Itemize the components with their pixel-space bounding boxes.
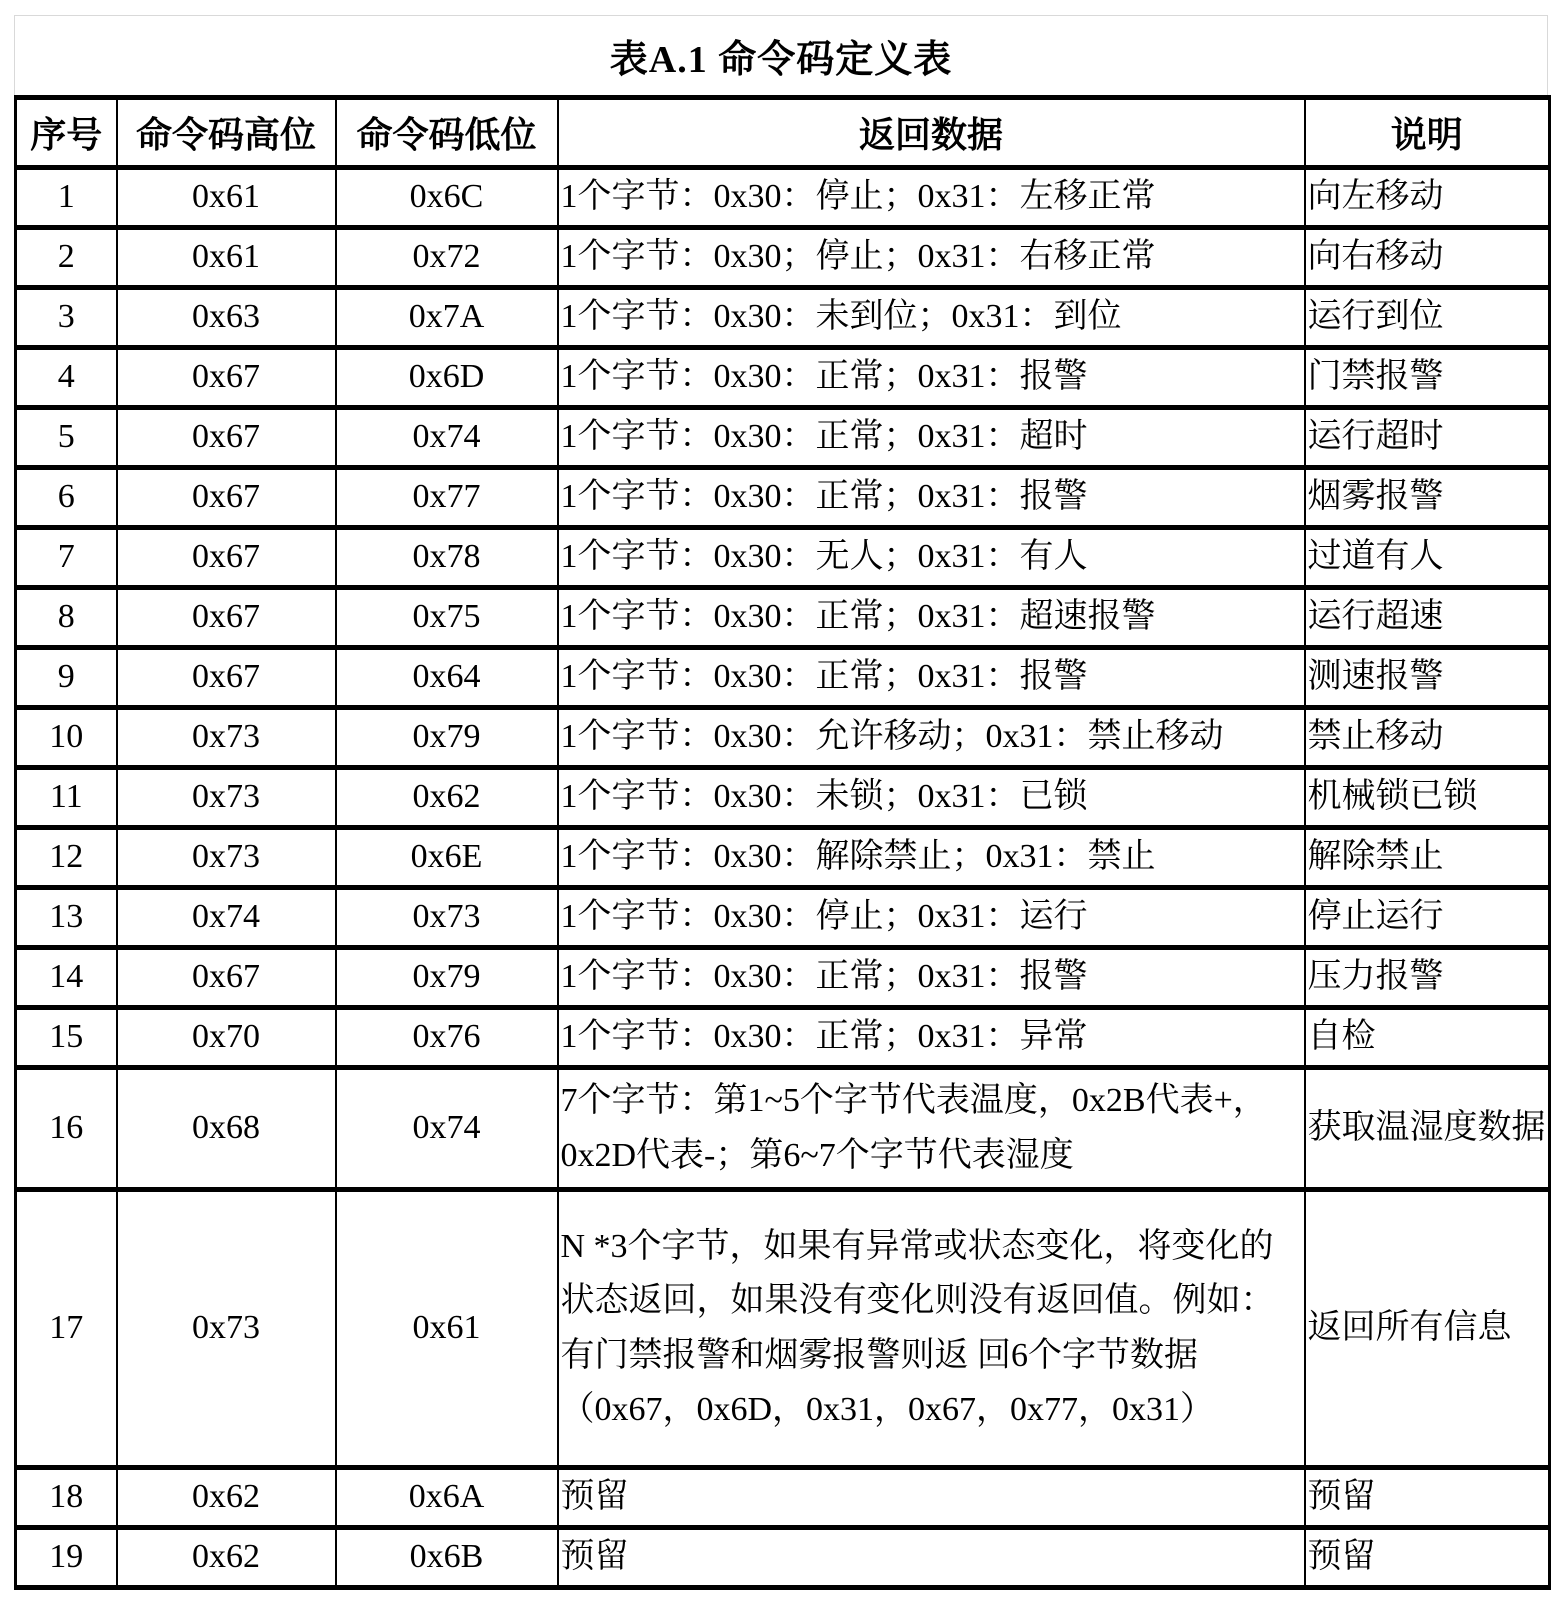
table-row [16, 1008, 1550, 1068]
table-title: 表A.1 命令码定义表 [14, 15, 1548, 95]
cell-desc: 自检 [1305, 1008, 1550, 1068]
cell-no: 12 [16, 828, 117, 888]
cell-desc: 返回所有信息 [1305, 1190, 1550, 1468]
cell-low: 0x7A [336, 288, 558, 348]
cell-desc: 压力报警 [1305, 948, 1550, 1008]
cell-low: 0x64 [336, 648, 558, 708]
cell-low: 0x61 [336, 1190, 558, 1468]
cell-data: 1个字节：0x30：正常；0x31：报警 [558, 948, 1305, 1008]
cell-high: 0x67 [117, 528, 336, 588]
cell-high: 0x67 [117, 468, 336, 528]
cell-data: 1个字节：0x30：正常；0x31：报警 [558, 648, 1305, 708]
cell-desc: 运行到位 [1305, 288, 1550, 348]
table-row [16, 1528, 1550, 1588]
cell-no: 19 [16, 1528, 117, 1588]
cell-desc: 向左移动 [1305, 168, 1550, 228]
table-row [16, 168, 1550, 228]
table-row [16, 888, 1550, 948]
table-row [16, 1068, 1550, 1190]
cell-desc: 解除禁止 [1305, 828, 1550, 888]
cell-low: 0x75 [336, 588, 558, 648]
header-no: 序号 [16, 98, 117, 168]
cell-high: 0x67 [117, 948, 336, 1008]
cell-no: 4 [16, 348, 117, 408]
cell-low: 0x77 [336, 468, 558, 528]
cell-low: 0x79 [336, 948, 558, 1008]
header-high: 命令码高位 [117, 98, 336, 168]
table-header [16, 98, 1550, 168]
cell-data: 1个字节：0x30：正常；0x31：报警 [558, 468, 1305, 528]
cell-low: 0x6C [336, 168, 558, 228]
cell-desc: 向右移动 [1305, 228, 1550, 288]
cell-data: 1个字节：0x30：未到位；0x31：到位 [558, 288, 1305, 348]
cell-desc: 机械锁已锁 [1305, 768, 1550, 828]
cell-high: 0x67 [117, 408, 336, 468]
cell-no: 11 [16, 768, 117, 828]
cell-data: 1个字节：0x30：正常；0x31：超时 [558, 408, 1305, 468]
table-row [16, 348, 1550, 408]
cell-data: 1个字节：0x30：停止；0x31：左移正常 [558, 168, 1305, 228]
cell-data: 预留 [558, 1528, 1305, 1588]
cell-no: 7 [16, 528, 117, 588]
cell-no: 18 [16, 1468, 117, 1528]
cell-high: 0x63 [117, 288, 336, 348]
cell-low: 0x78 [336, 528, 558, 588]
cell-desc: 停止运行 [1305, 888, 1550, 948]
cell-desc: 测速报警 [1305, 648, 1550, 708]
cell-desc: 过道有人 [1305, 528, 1550, 588]
cell-no: 9 [16, 648, 117, 708]
cell-high: 0x74 [117, 888, 336, 948]
cell-low: 0x6A [336, 1468, 558, 1528]
cell-low: 0x76 [336, 1008, 558, 1068]
cell-low: 0x74 [336, 1068, 558, 1190]
cell-desc: 禁止移动 [1305, 708, 1550, 768]
table-row [16, 768, 1550, 828]
cell-high: 0x73 [117, 768, 336, 828]
table-row [16, 288, 1550, 348]
cell-data: 1个字节：0x30；停止；0x31：右移正常 [558, 228, 1305, 288]
cell-no: 17 [16, 1190, 117, 1468]
cell-no: 14 [16, 948, 117, 1008]
header-data: 返回数据 [558, 98, 1305, 168]
cell-high: 0x67 [117, 348, 336, 408]
table-body [16, 168, 1550, 1588]
cell-high: 0x67 [117, 648, 336, 708]
cell-data: 1个字节：0x30：解除禁止；0x31：禁止 [558, 828, 1305, 888]
cell-desc: 运行超时 [1305, 408, 1550, 468]
table-row [16, 1468, 1550, 1528]
table-row [16, 828, 1550, 888]
table-row [16, 948, 1550, 1008]
table-row [16, 588, 1550, 648]
cell-high: 0x73 [117, 1190, 336, 1468]
cell-low: 0x79 [336, 708, 558, 768]
cell-low: 0x62 [336, 768, 558, 828]
cell-high: 0x67 [117, 588, 336, 648]
cell-high: 0x61 [117, 228, 336, 288]
cell-no: 16 [16, 1068, 117, 1190]
cell-high: 0x62 [117, 1468, 336, 1528]
cell-no: 8 [16, 588, 117, 648]
cell-low: 0x6B [336, 1528, 558, 1588]
cell-data: 1个字节：0x30：未锁；0x31：已锁 [558, 768, 1305, 828]
cell-data: 1个字节：0x30：正常；0x31：异常 [558, 1008, 1305, 1068]
cell-desc: 预留 [1305, 1528, 1550, 1588]
cell-data: 1个字节：0x30：停止；0x31：运行 [558, 888, 1305, 948]
cell-low: 0x72 [336, 228, 558, 288]
cell-low: 0x6D [336, 348, 558, 408]
cell-data: 1个字节：0x30：正常；0x31：超速报警 [558, 588, 1305, 648]
cell-data: 1个字节：0x30：允许移动；0x31：禁止移动 [558, 708, 1305, 768]
table-row [16, 648, 1550, 708]
cell-high: 0x73 [117, 708, 336, 768]
cell-high: 0x68 [117, 1068, 336, 1190]
cell-high: 0x61 [117, 168, 336, 228]
cell-data: 1个字节：0x30：正常；0x31：报警 [558, 348, 1305, 408]
cell-low: 0x74 [336, 408, 558, 468]
cell-data: 1个字节：0x30：无人；0x31：有人 [558, 528, 1305, 588]
cell-desc: 获取温湿度数据 [1305, 1068, 1550, 1190]
cell-low: 0x73 [336, 888, 558, 948]
cell-no: 13 [16, 888, 117, 948]
cell-data: 7个字节：第1~5个字节代表温度，0x2B代表+，0x2D代表-；第6~7个字节代表湿度 [558, 1068, 1305, 1190]
table-row [16, 708, 1550, 768]
cell-data: N *3个字节，如果有异常或状态变化，将变化的状态返回，如果没有变化则没有返回值。例如：有门禁报警和烟雾报警则返 回6个字节数据（0x67，0x6D，0x31，0x67，0x77，0x31） [558, 1190, 1305, 1468]
cell-desc: 运行超速 [1305, 588, 1550, 648]
cell-high: 0x73 [117, 828, 336, 888]
cell-no: 2 [16, 228, 117, 288]
table-row [16, 1190, 1550, 1468]
cell-no: 5 [16, 408, 117, 468]
table-row [16, 228, 1550, 288]
cell-no: 3 [16, 288, 117, 348]
table-row [16, 408, 1550, 468]
header-row [16, 98, 1550, 168]
cell-desc: 门禁报警 [1305, 348, 1550, 408]
table-row [16, 468, 1550, 528]
header-desc: 说明 [1305, 98, 1550, 168]
cell-no: 6 [16, 468, 117, 528]
cell-high: 0x62 [117, 1528, 336, 1588]
header-low: 命令码低位 [336, 98, 558, 168]
cell-data: 预留 [558, 1468, 1305, 1528]
cell-high: 0x70 [117, 1008, 336, 1068]
cell-desc: 预留 [1305, 1468, 1550, 1528]
cell-no: 1 [16, 168, 117, 228]
cell-no: 15 [16, 1008, 117, 1068]
cell-desc: 烟雾报警 [1305, 468, 1550, 528]
cell-no: 10 [16, 708, 117, 768]
table-row [16, 528, 1550, 588]
command-code-table [14, 95, 1551, 1590]
cell-low: 0x6E [336, 828, 558, 888]
